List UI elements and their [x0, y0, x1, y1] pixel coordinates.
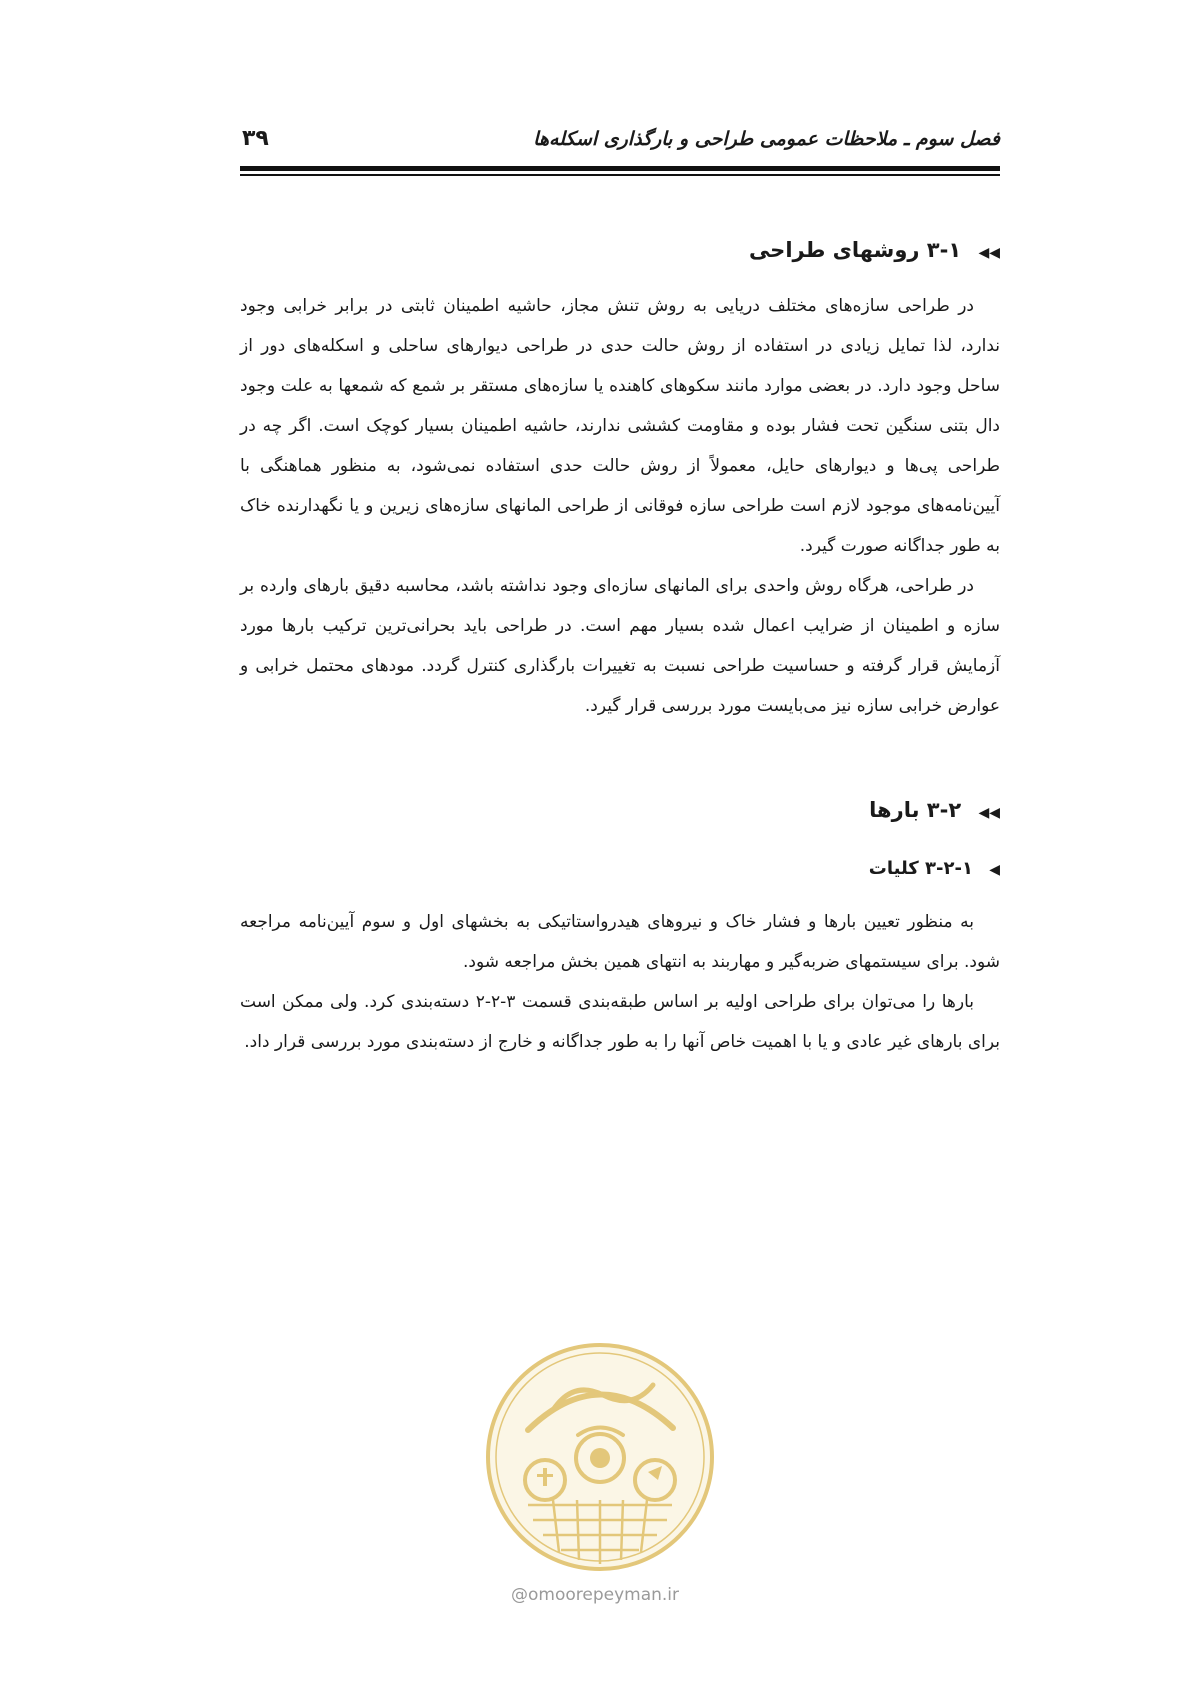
section-body-design-methods: [240, 286, 1000, 726]
paragraph: بارها را می‌توان برای طراحی اولیه بر اساس طبقه‌بندی قسمت ۳-۲-۲ دسته‌بندی کرد. ولی ممکن است برای بارهای غیر عادی و یا با اهمیت خاص آنها را به طور جداگانه و خارج از دسته‌بندی مورد بررسی قرار داد.: [240, 992, 1000, 1052]
section-heading-design-methods: [749, 238, 1000, 262]
page-number: ۳۹: [242, 126, 269, 151]
section-heading-loads: [869, 798, 1000, 822]
publisher-logo: [483, 1340, 717, 1574]
paragraph: در طراحی سازه‌های مختلف دریایی به روش تنش مجاز، حاشیه اطمینان ثابتی در برابر خرابی وجود ندارد، لذا تمایل زیادی در استفاده از روش حالت حدی در طراحی دیوارهای ساحلی و اسکله‌های دور از ساحل وجود دارد. در بعضی موارد مانند سکوهای کاهنده یا سازه‌های مستقر بر شمع که شمعها به علت وجود دال بتنی سنگین تحت فشار بوده و مقاومت کششی ندارند، حاشیه اطمینان بسیار کوچک است. اگر چه در طراحی پی‌ها و دیوارهای حایل، معمولاً از روش حالت حدی استفاده نمی‌شود، به منظور هماهنگی با آیین‌نامه‌های موجود لازم است طراحی سازه فوقانی از طراحی المانهای سازه‌های زیرین و یا نگهدارنده خاک به طور جداگانه صورت گیرد.: [240, 296, 1000, 556]
double-arrow-icon: ◀◀: [978, 245, 1000, 261]
heading-text: ۳-۲-۱ کلیات: [868, 858, 973, 879]
paragraph: به منظور تعیین بارها و فشار خاک و نیروهای هیدرواستاتیکی به بخشهای اول و سوم آیین‌نامه مراجعه شود. برای سیستمهای ضربه‌گیر و مهاربند به انتهای همین بخش مراجعه شود.: [240, 912, 1000, 972]
arrow-icon: ◀: [989, 862, 1000, 878]
heading-text: ۳-۱ روشهای طراحی: [748, 238, 962, 262]
watermark-url: @omoorepeyman.ir: [510, 1585, 680, 1605]
subsection-heading-general: [869, 858, 1000, 879]
header-rule-thin: [240, 174, 1000, 176]
heading-text: ۳-۲ بارها: [869, 798, 962, 822]
running-header: [240, 128, 1000, 162]
double-arrow-icon: ◀◀: [978, 805, 1000, 821]
chapter-title: فصل سوم ـ ملاحظات عمومی طراحی و بارگذاری اسکله‌ها: [533, 128, 1000, 150]
section-body-general: [240, 902, 1000, 1062]
paragraph: در طراحی، هرگاه روش واحدی برای المانهای سازه‌ای وجود نداشته باشد، محاسبه دقیق بارهای وارده بر سازه و اطمینان از ضرایب اعمال شده بسیار مهم است. در طراحی باید بحرانی‌ترین ترکیب بارها مورد آزمایش قرار گرفته و حساسیت طراحی نسبت به تغییرات بارگذاری کنترل گردد. مودهای محتمل خرابی و عوارض خرابی سازه نیز می‌بایست مورد بررسی قرار گیرد.: [240, 576, 1000, 716]
header-rule-thick: [240, 166, 1000, 171]
